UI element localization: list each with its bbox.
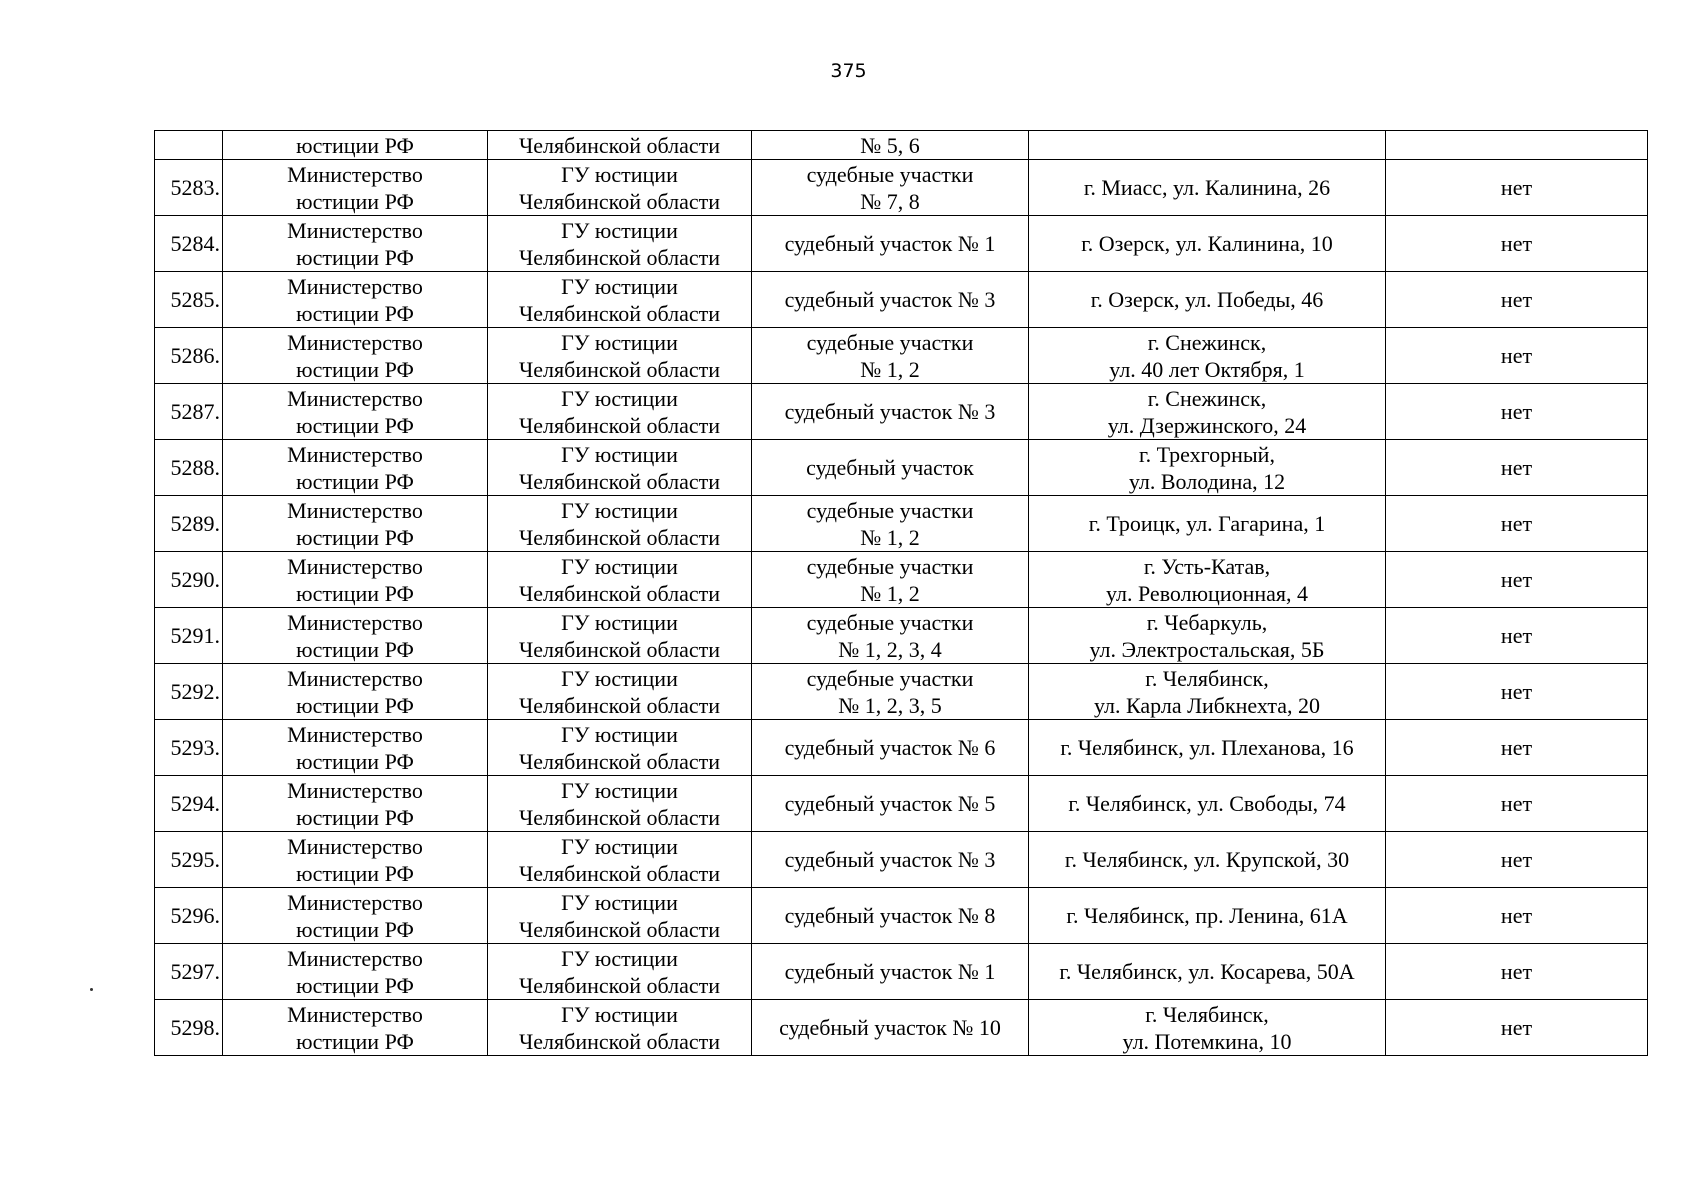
cell-department — [488, 131, 752, 160]
cell-note: нет — [1386, 552, 1648, 608]
cell-address — [1029, 552, 1386, 608]
table-row — [155, 272, 1648, 328]
cell-note: нет — [1386, 608, 1648, 664]
table-row — [155, 552, 1648, 608]
cell-department-line: Челябинской области — [518, 1028, 721, 1054]
cell-address — [1029, 1000, 1386, 1056]
cell-department-line: Челябинской области — [518, 356, 721, 382]
table-row — [155, 440, 1648, 496]
table-row — [155, 720, 1648, 776]
cell-ministry-line: Министерство — [287, 609, 423, 635]
cell-department-line: ГУ юстиции — [561, 1001, 678, 1027]
cell-address-line: г. Озерск, ул. Калинина, 10 — [1081, 231, 1333, 256]
cell-ministry-line: Министерство — [287, 441, 423, 467]
cell-number: 5286. — [155, 328, 223, 384]
table-body — [155, 131, 1648, 1056]
cell-address-line: г. Челябинск, ул. Крупской, 30 — [1064, 847, 1350, 872]
cell-address-line: г. Челябинск, пр. Ленина, 61А — [1066, 903, 1348, 928]
cell-department-line: ГУ юстиции — [561, 329, 678, 355]
cell-department-line: Челябинской области — [518, 748, 721, 774]
cell-department-line: ГУ юстиции — [561, 609, 678, 635]
cell-ministry-line: Министерство — [287, 553, 423, 579]
cell-plots-line: судебные участки — [806, 553, 974, 579]
cell-note: нет — [1386, 160, 1648, 216]
cell-ministry — [223, 440, 488, 496]
cell-plots-line: судебный участок № 3 — [784, 287, 996, 312]
cell-address-line: г. Чебаркуль, — [1146, 609, 1268, 635]
cell-ministry-line: юстиции РФ — [296, 804, 414, 830]
cell-address-line: ул. Карла Либкнехта, 20 — [1093, 692, 1321, 718]
cell-address — [1029, 944, 1386, 1000]
cell-plots-line: № 1, 2, 3, 5 — [838, 692, 942, 718]
page-number: 375 — [830, 60, 867, 82]
cell-plots — [752, 720, 1029, 776]
cell-number: 5294. — [155, 776, 223, 832]
cell-department — [488, 496, 752, 552]
cell-ministry-line: юстиции РФ — [296, 412, 414, 438]
cell-department — [488, 1000, 752, 1056]
cell-address-line: г. Челябинск, ул. Косарева, 50А — [1059, 959, 1355, 984]
cell-department-line: Челябинской области — [518, 132, 721, 158]
cell-ministry-line: Министерство — [287, 945, 423, 971]
cell-ministry-line: юстиции РФ — [296, 692, 414, 718]
table-row — [155, 944, 1648, 1000]
table-row — [155, 384, 1648, 440]
cell-address-line: ул. Электростальская, 5Б — [1089, 636, 1325, 662]
cell-department-line: ГУ юстиции — [561, 553, 678, 579]
cell-plots-line: № 1, 2 — [860, 580, 920, 606]
cell-department — [488, 440, 752, 496]
cell-ministry — [223, 1000, 488, 1056]
cell-number: 5297. — [155, 944, 223, 1000]
cell-ministry — [223, 272, 488, 328]
cell-address-line: г. Снежинск, — [1147, 385, 1267, 411]
cell-plots — [752, 944, 1029, 1000]
cell-number: 5290. — [155, 552, 223, 608]
cell-department — [488, 888, 752, 944]
cell-department-line: Челябинской области — [518, 916, 721, 942]
cell-plots-line: судебные участки — [806, 161, 974, 187]
cell-department-line: Челябинской области — [518, 300, 721, 326]
cell-plots-line: судебный участок № 3 — [784, 399, 996, 424]
cell-ministry — [223, 328, 488, 384]
cell-note: нет — [1386, 776, 1648, 832]
cell-address — [1029, 832, 1386, 888]
cell-note: нет — [1386, 328, 1648, 384]
cell-number: 5291. — [155, 608, 223, 664]
cell-plots — [752, 776, 1029, 832]
cell-note: нет — [1386, 664, 1648, 720]
cell-plots — [752, 328, 1029, 384]
cell-plots-line: судебные участки — [806, 665, 974, 691]
cell-department-line: ГУ юстиции — [561, 721, 678, 747]
cell-number: 5289. — [155, 496, 223, 552]
cell-department-line: ГУ юстиции — [561, 665, 678, 691]
cell-plots — [752, 888, 1029, 944]
cell-address-line: г. Миасс, ул. Калинина, 26 — [1083, 175, 1331, 200]
table-row — [155, 832, 1648, 888]
cell-plots — [752, 272, 1029, 328]
cell-plots-line: № 5, 6 — [860, 132, 920, 158]
cell-ministry-line: юстиции РФ — [296, 580, 414, 606]
cell-plots — [752, 1000, 1029, 1056]
cell-note — [1386, 131, 1648, 160]
cell-department — [488, 832, 752, 888]
cell-department — [488, 384, 752, 440]
cell-ministry-line: Министерство — [287, 1001, 423, 1027]
table-row — [155, 608, 1648, 664]
table-row — [155, 1000, 1648, 1056]
cell-address-line: ул. Володина, 12 — [1128, 468, 1286, 494]
cell-plots — [752, 160, 1029, 216]
cell-department — [488, 664, 752, 720]
cell-note: нет — [1386, 720, 1648, 776]
cell-address — [1029, 131, 1386, 160]
cell-plots — [752, 131, 1029, 160]
cell-plots-line: № 7, 8 — [860, 188, 920, 214]
cell-ministry-line: Министерство — [287, 777, 423, 803]
cell-ministry-line: Министерство — [287, 273, 423, 299]
cell-plots — [752, 552, 1029, 608]
cell-address — [1029, 440, 1386, 496]
cell-plots-line: судебный участок № 1 — [784, 959, 996, 984]
registry-table — [154, 130, 1648, 1056]
cell-plots-line: судебные участки — [806, 609, 974, 635]
cell-address — [1029, 272, 1386, 328]
table-row-continuation — [155, 131, 1648, 160]
cell-number: 5293. — [155, 720, 223, 776]
cell-department-line: Челябинской области — [518, 412, 721, 438]
cell-plots-line: № 1, 2 — [860, 524, 920, 550]
cell-department-line: ГУ юстиции — [561, 273, 678, 299]
cell-department-line: ГУ юстиции — [561, 497, 678, 523]
cell-number: 5292. — [155, 664, 223, 720]
cell-plots-line: судебный участок № 6 — [784, 735, 996, 760]
cell-note: нет — [1386, 1000, 1648, 1056]
cell-department — [488, 160, 752, 216]
cell-plots — [752, 496, 1029, 552]
cell-plots — [752, 440, 1029, 496]
cell-note: нет — [1386, 384, 1648, 440]
cell-ministry — [223, 944, 488, 1000]
cell-ministry-line: юстиции РФ — [296, 972, 414, 998]
cell-address — [1029, 160, 1386, 216]
cell-ministry-line: юстиции РФ — [296, 468, 414, 494]
cell-department-line: ГУ юстиции — [561, 161, 678, 187]
cell-number: 5287. — [155, 384, 223, 440]
cell-address — [1029, 664, 1386, 720]
cell-department-line: Челябинской области — [518, 188, 721, 214]
cell-ministry — [223, 496, 488, 552]
cell-ministry-line: юстиции РФ — [296, 300, 414, 326]
table-row — [155, 160, 1648, 216]
cell-note: нет — [1386, 216, 1648, 272]
cell-address — [1029, 776, 1386, 832]
cell-ministry — [223, 160, 488, 216]
cell-plots-line: судебный участок № 1 — [784, 231, 996, 256]
cell-plots-line: № 1, 2 — [860, 356, 920, 382]
cell-department — [488, 720, 752, 776]
cell-address-line: ул. Революционная, 4 — [1105, 580, 1309, 606]
cell-address — [1029, 384, 1386, 440]
cell-address — [1029, 216, 1386, 272]
cell-department — [488, 608, 752, 664]
cell-ministry-line: юстиции РФ — [296, 636, 414, 662]
cell-ministry-line: Министерство — [287, 889, 423, 915]
cell-address-line: г. Челябинск, ул. Свободы, 74 — [1068, 791, 1346, 816]
cell-address-line: г. Усть-Катав, — [1143, 553, 1271, 579]
cell-note: нет — [1386, 272, 1648, 328]
cell-plots — [752, 608, 1029, 664]
cell-plots-line: № 1, 2, 3, 4 — [838, 636, 942, 662]
cell-number: 5298. — [155, 1000, 223, 1056]
cell-address-line: ул. 40 лет Октября, 1 — [1109, 356, 1305, 382]
cell-address-line: г. Челябинск, — [1145, 665, 1269, 691]
cell-address — [1029, 496, 1386, 552]
table-row — [155, 496, 1648, 552]
cell-plots-line: судебный участок — [806, 455, 974, 480]
cell-note: нет — [1386, 496, 1648, 552]
scan-dot — [90, 988, 93, 991]
cell-address-line: г. Трехгорный, — [1139, 441, 1275, 467]
cell-ministry-line: Министерство — [287, 385, 423, 411]
cell-department-line: Челябинской области — [518, 860, 721, 886]
cell-ministry-line: юстиции РФ — [296, 244, 414, 270]
cell-department-line: ГУ юстиции — [561, 889, 678, 915]
cell-department-line: ГУ юстиции — [561, 777, 678, 803]
cell-plots — [752, 384, 1029, 440]
cell-address — [1029, 888, 1386, 944]
cell-ministry — [223, 131, 488, 160]
cell-ministry — [223, 776, 488, 832]
cell-plots-line: судебные участки — [806, 497, 974, 523]
cell-number: 5288. — [155, 440, 223, 496]
cell-department-line: ГУ юстиции — [561, 945, 678, 971]
table-row — [155, 776, 1648, 832]
cell-address — [1029, 720, 1386, 776]
cell-number — [155, 131, 223, 160]
cell-ministry-line: Министерство — [287, 329, 423, 355]
cell-ministry-line: юстиции РФ — [296, 524, 414, 550]
cell-ministry-line: Министерство — [287, 217, 423, 243]
cell-note: нет — [1386, 888, 1648, 944]
cell-number: 5283. — [155, 160, 223, 216]
cell-address-line: г. Троицк, ул. Гагарина, 1 — [1088, 511, 1326, 536]
cell-ministry — [223, 832, 488, 888]
cell-plots — [752, 664, 1029, 720]
cell-ministry-line: юстиции РФ — [296, 748, 414, 774]
cell-plots-line: судебные участки — [806, 329, 974, 355]
table-row — [155, 888, 1648, 944]
cell-ministry-line: Министерство — [287, 721, 423, 747]
cell-ministry-line: Министерство — [287, 833, 423, 859]
cell-ministry — [223, 552, 488, 608]
cell-department — [488, 776, 752, 832]
cell-department-line: Челябинской области — [518, 692, 721, 718]
cell-ministry-line: юстиции РФ — [296, 356, 414, 382]
cell-address-line: г. Озерск, ул. Победы, 46 — [1090, 287, 1324, 312]
cell-address-line: г. Челябинск, ул. Плеханова, 16 — [1060, 735, 1354, 760]
cell-address — [1029, 608, 1386, 664]
cell-address-line: ул. Дзержинского, 24 — [1107, 412, 1307, 438]
cell-ministry-line: юстиции РФ — [296, 188, 414, 214]
cell-plots-line: судебный участок № 8 — [784, 903, 996, 928]
cell-department-line: ГУ юстиции — [561, 833, 678, 859]
cell-plots-line: судебный участок № 5 — [784, 791, 996, 816]
cell-ministry-line: юстиции РФ — [296, 132, 414, 158]
cell-ministry — [223, 216, 488, 272]
cell-address-line: г. Челябинск, — [1145, 1001, 1269, 1027]
cell-department-line: Челябинской области — [518, 468, 721, 494]
cell-ministry — [223, 720, 488, 776]
table-row — [155, 328, 1648, 384]
cell-department-line: Челябинской области — [518, 804, 721, 830]
cell-number: 5295. — [155, 832, 223, 888]
cell-note: нет — [1386, 832, 1648, 888]
cell-note: нет — [1386, 440, 1648, 496]
cell-address-line: ул. Потемкина, 10 — [1122, 1028, 1292, 1054]
cell-address-line: г. Снежинск, — [1147, 329, 1267, 355]
cell-plots — [752, 216, 1029, 272]
cell-department — [488, 216, 752, 272]
cell-ministry — [223, 888, 488, 944]
cell-department — [488, 272, 752, 328]
cell-address — [1029, 328, 1386, 384]
cell-number: 5284. — [155, 216, 223, 272]
cell-department-line: ГУ юстиции — [561, 385, 678, 411]
cell-ministry — [223, 384, 488, 440]
cell-department — [488, 552, 752, 608]
cell-plots-line: судебный участок № 10 — [779, 1015, 1001, 1040]
cell-number: 5296. — [155, 888, 223, 944]
cell-ministry — [223, 664, 488, 720]
cell-ministry-line: юстиции РФ — [296, 860, 414, 886]
cell-note: нет — [1386, 944, 1648, 1000]
cell-number: 5285. — [155, 272, 223, 328]
cell-department-line: Челябинской области — [518, 972, 721, 998]
cell-department-line: Челябинской области — [518, 580, 721, 606]
cell-department-line: ГУ юстиции — [561, 441, 678, 467]
cell-ministry-line: Министерство — [287, 161, 423, 187]
cell-ministry-line: Министерство — [287, 665, 423, 691]
cell-ministry-line: Министерство — [287, 497, 423, 523]
cell-ministry — [223, 608, 488, 664]
cell-ministry-line: юстиции РФ — [296, 916, 414, 942]
cell-department-line: Челябинской области — [518, 524, 721, 550]
table-row — [155, 216, 1648, 272]
cell-department — [488, 944, 752, 1000]
cell-department-line: Челябинской области — [518, 244, 721, 270]
cell-department-line: ГУ юстиции — [561, 217, 678, 243]
cell-department-line: Челябинской области — [518, 636, 721, 662]
cell-ministry-line: юстиции РФ — [296, 1028, 414, 1054]
cell-plots — [752, 832, 1029, 888]
cell-department — [488, 328, 752, 384]
table-row — [155, 664, 1648, 720]
cell-plots-line: судебный участок № 3 — [784, 847, 996, 872]
